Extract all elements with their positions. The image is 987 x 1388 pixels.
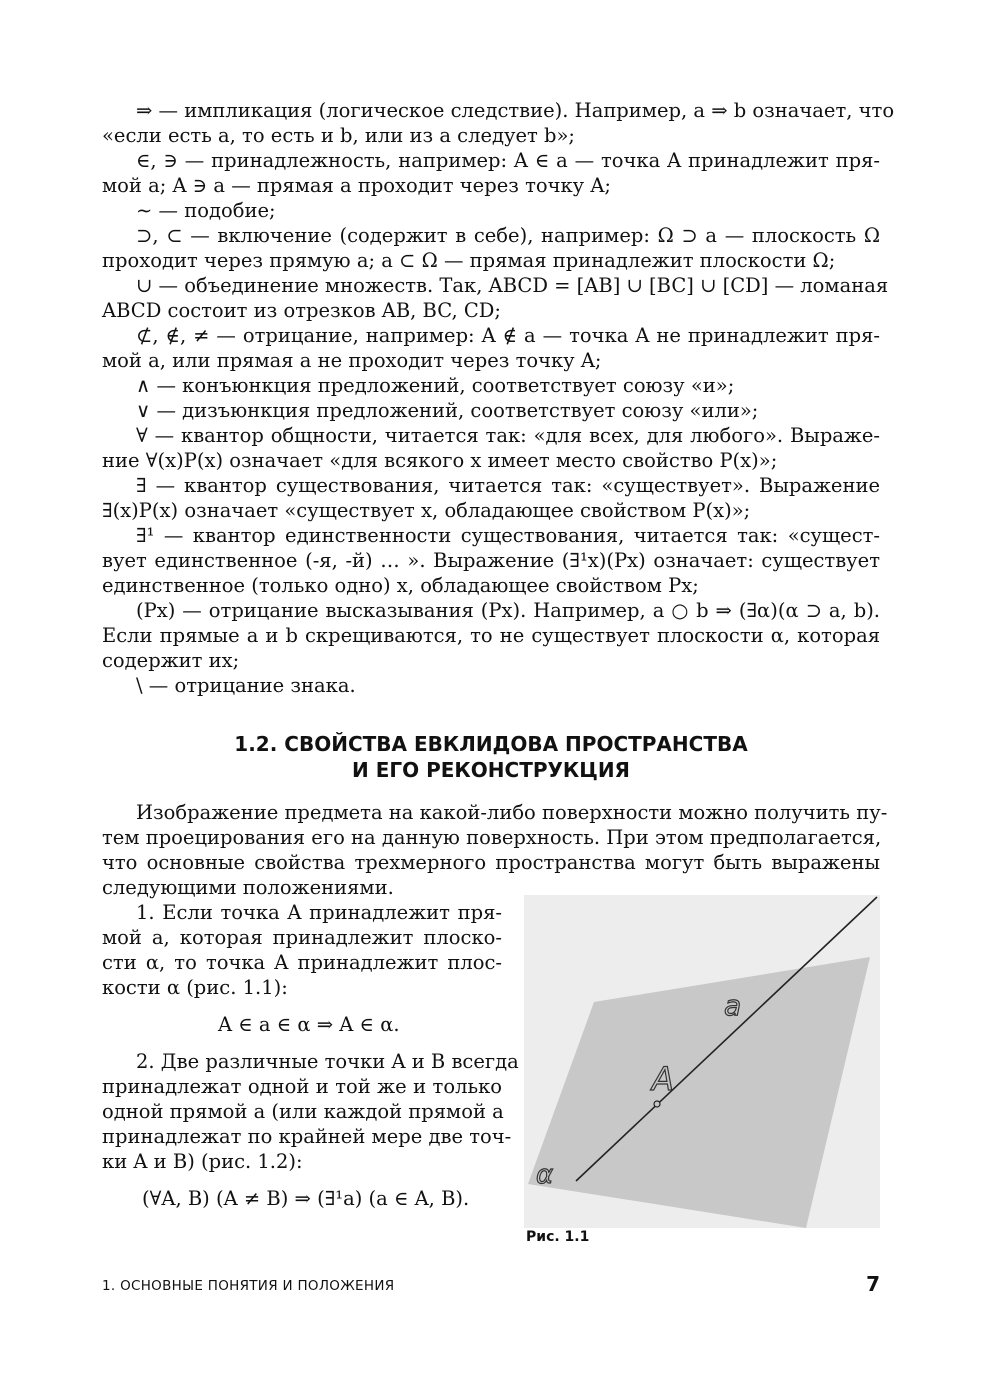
union-line-1: ∪ — объединение множеств. Так, ABCD = [AB] ∪ [BC] ∪ [CD] — ломаная	[136, 274, 889, 297]
page-number: 7	[866, 1272, 880, 1296]
negation-line-2: мой a, или прямая a не проходит через точку A;	[102, 349, 602, 372]
universal-line-1: ∀ — квантор общности, читается так: «для всех, для любого». Выраже-	[136, 424, 880, 447]
label-line-a: a	[724, 989, 742, 1022]
footer-chapter: 1. ОСНОВНЫЕ ПОНЯТИЯ И ПОЛОЖЕНИЯ	[102, 1278, 395, 1294]
figure-caption: Рис. 1.1	[526, 1229, 590, 1245]
plane-alpha	[528, 957, 870, 1228]
statement-negation-line-1: (Px) — отрицание высказывания (Px). Например, a ○ b ⇒ (∃α)(α ⊃ a, b).	[136, 599, 880, 622]
statement-negation-line-3: содержит их;	[102, 649, 240, 672]
inclusion-line-1: ⊃, ⊂ — включение (содержит в себе), например: Ω ⊃ a — плоскость Ω	[136, 224, 880, 247]
section-title-line-2: И ЕГО РЕКОНСТРУКЦИЯ	[352, 758, 630, 782]
point-a-marker	[654, 1101, 660, 1107]
membership-line-2: мой a; A ∋ a — прямая a проходит через точку A;	[102, 174, 611, 197]
figure-drawing	[524, 895, 880, 1228]
disjunction-line: ∨ — дизъюнкция предложений, соответствует союзу «или»;	[136, 399, 759, 422]
property2-line-5: ки A и B) (рис. 1.2):	[102, 1150, 303, 1173]
intro-paragraph	[102, 800, 888, 900]
intro-line-1: Изображение предмета на какой-либо поверхности можно получить пу-	[136, 801, 888, 824]
property2-line-2: принадлежат одной и той же и только	[102, 1075, 502, 1098]
property1-line-4: кости α (рис. 1.1):	[102, 976, 288, 999]
existential-line-2: ∃(x)P(x) означает «существует x, обладающее свойством P(x)»;	[102, 499, 751, 522]
universal-line-2: ние ∀(x)P(x) означает «для всякого x имеет место свойство P(x)»;	[102, 449, 778, 472]
implication-line-2: «если есть a, то есть и b, или из a следует b»;	[102, 124, 575, 147]
similarity-line: ∼ — подобие;	[136, 199, 276, 222]
intro-line-3: что основные свойства трехмерного пространства могут быть выражены	[102, 851, 880, 874]
label-plane-alpha: α	[536, 1160, 554, 1190]
negation-line-1: ⊄, ∉, ≠ — отрицание, например: A ∉ a — точка A не принадлежит пря-	[136, 324, 880, 347]
figure-1-1	[524, 895, 880, 1245]
inclusion-line-2: проходит через прямую a; a ⊂ Ω — прямая принадлежит плоскости Ω;	[102, 249, 836, 272]
membership-line-1: ∈, ∋ — принадлежность, например: A ∈ a — точка A принадлежит пря-	[136, 149, 880, 172]
section-heading	[102, 731, 880, 783]
property1-line-1: 1. Если точка A принадлежит пря-	[136, 901, 502, 924]
unique-line-1: ∃¹ — квантор единственности существования, читается так: «сущест-	[136, 524, 880, 547]
property1-formula: A ∈ a ∈ α ⇒ A ∈ α.	[218, 1013, 400, 1036]
property2-formula: (∀A, B) (A ≠ B) ⇒ (∃¹a) (a ∈ A, B).	[142, 1187, 470, 1210]
unique-line-3: единственное (только одно) x, обладающее свойством Px;	[102, 574, 699, 597]
conjunction-line: ∧ — конъюнкция предложений, соответствует союзу «и»;	[136, 374, 735, 397]
label-point-a: A	[652, 1060, 674, 1098]
property2-line-4: принадлежат по крайней мере две точ-	[102, 1125, 512, 1148]
property1-line-2: мой a, которая принадлежит плоско-	[102, 926, 502, 949]
union-line-2: ABCD состоит из отрезков AB, BC, CD;	[102, 299, 501, 322]
unique-line-2: вует единственное (-я, -й) … ». Выражение (∃¹x)(Px) означает: существует	[102, 549, 880, 572]
property2-line-3: одной прямой a (или каждой прямой a	[102, 1100, 504, 1123]
intro-line-4: следующими положениями.	[102, 876, 394, 899]
intro-line-2: тем проецирования его на данную поверхность. При этом предполагается,	[102, 826, 882, 849]
existential-line-1: ∃ — квантор существования, читается так: «существует». Выражение	[136, 474, 880, 497]
property2-line-1: 2. Две различные точки A и B всегда	[136, 1050, 519, 1073]
section-title-line-1: 1.2. СВОЙСТВА ЕВКЛИДОВА ПРОСТРАНСТВА	[234, 732, 748, 756]
sign-negation-line: \ — отрицание знака.	[136, 674, 356, 697]
symbol-definitions	[102, 98, 895, 698]
implication-line-1: ⇒ — импликация (логическое следствие). Например, a ⇒ b означает, что	[136, 99, 895, 122]
statement-negation-line-2: Если прямые a и b скрещиваются, то не существует плоскости α, которая	[102, 624, 880, 647]
properties-column	[102, 900, 519, 1211]
property1-line-3: сти α, то точка A принадлежит плос-	[102, 951, 502, 974]
